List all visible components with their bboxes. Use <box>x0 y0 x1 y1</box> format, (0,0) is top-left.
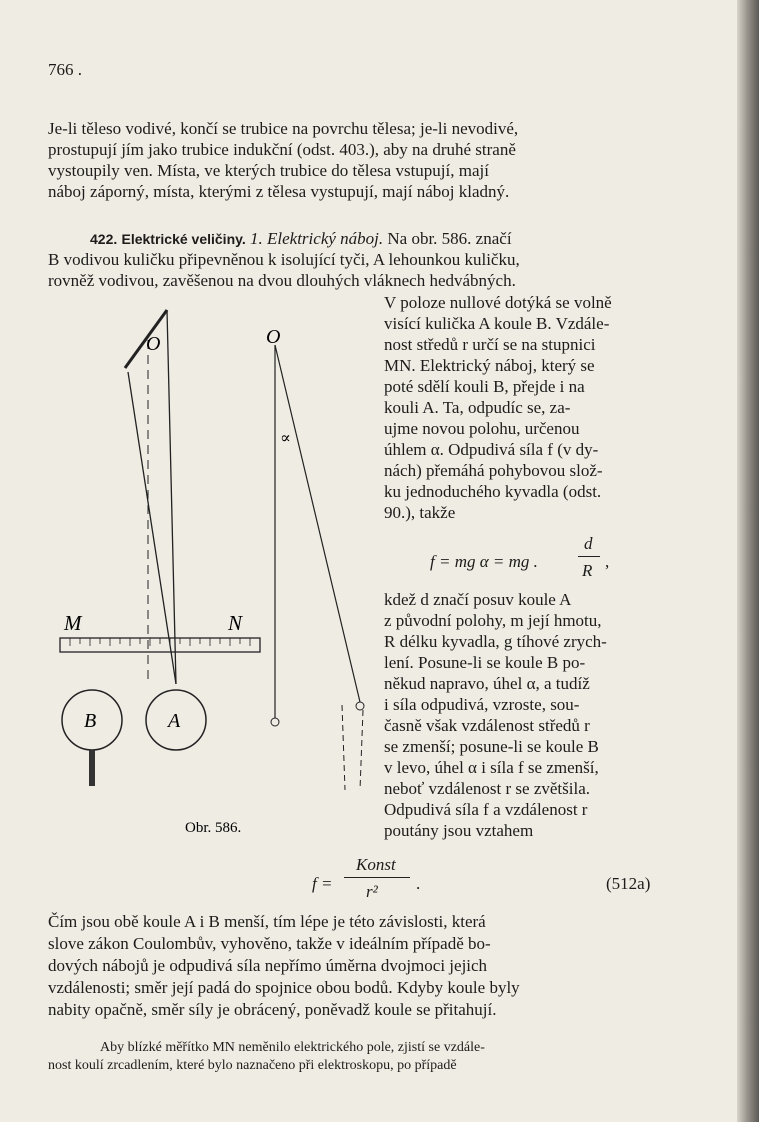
conclusion-line: Čím jsou obě koule A i B menší, tím lépe je této závislosti, která <box>48 912 486 931</box>
figure-caption: Obr. 586. <box>185 820 242 836</box>
right-col2-line: i síla odpudivá, vzroste, sou- <box>384 695 580 714</box>
right-col2-line: Odpudivá síla f a vzdálenost r <box>384 800 588 819</box>
right-col-line: nách) přemáhá pohybovou slož- <box>384 461 603 480</box>
formula2-numerator: Konst <box>356 855 396 874</box>
page-edge-shadow <box>737 0 759 1122</box>
footnote-line: nost koulí zrcadlením, které bylo naznačeno při elektroskopu, po případě <box>48 1058 457 1073</box>
right-col-line: nost středů r určí se na stupnici <box>384 335 596 354</box>
projection-line <box>360 710 363 790</box>
right-col2-line: z původní polohy, m její hmotu, <box>384 611 602 630</box>
right-col2-line: někud napravo, úhel α, a tudíž <box>384 674 590 693</box>
label-o-right: O <box>266 326 281 348</box>
intro-line: Je-li těleso vodivé, končí se trubice na povrchu tělesa; je-li nevodivé, <box>48 119 519 138</box>
label-b: B <box>84 710 97 732</box>
section-line: B vodivou kuličku připevněnou k isolující tyči, A lehounkou kuličku, <box>48 250 520 269</box>
intro-line: vystoupily ven. Místa, ve kterých trubice do tělesa vstupují, mají <box>48 161 489 180</box>
insulating-rod <box>89 750 95 786</box>
intro-line: prostupují jím jako trubice indukční (odst. 403.), aby na druhé straně <box>48 140 516 159</box>
section-line: rovněž vodivou, zavěšenou na dvou dlouhých vláknech hedvábných. <box>48 271 516 290</box>
right-col2-line: v levo, úhel α i síla f se zmenší, <box>384 758 599 777</box>
formula1-denominator: R <box>582 561 593 580</box>
label-m: M <box>64 611 82 635</box>
formula1-left: f = mg α = mg . <box>430 552 538 571</box>
thread-line <box>167 310 176 684</box>
right-col-line: MN. Elektrický náboj, který se <box>384 356 595 375</box>
right-col2-line: R délku kyvadla, g tíhové zrych- <box>384 632 607 651</box>
equation-number: (512a) <box>606 874 651 893</box>
section-heading <box>90 229 512 249</box>
right-col-line: visící kulička A koule B. Vzdále- <box>384 314 610 333</box>
formula2-denominator: r² <box>366 882 378 901</box>
thread-line <box>128 372 176 684</box>
right-col2-line: kdež d značí posuv koule A <box>384 590 572 609</box>
formula2-left: f = <box>312 874 333 893</box>
formula2-trail: . <box>416 874 421 893</box>
intro-line: náboj záporný, místa, kterými z tělesa vystupují, mají náboj kladný. <box>48 182 510 201</box>
right-col-line: úhlem α. Odpudivá síla f (v dy- <box>384 440 599 459</box>
fraction-bar <box>578 556 600 557</box>
conclusion-line: slove zákon Coulombův, vyhověno, takže v ideálním případě bo- <box>48 934 491 953</box>
section-number: 422. <box>90 231 118 247</box>
formula1-trail: , <box>605 552 610 571</box>
section-subtitle: 1. Elektrický náboj. <box>250 229 384 248</box>
label-n: N <box>228 611 243 635</box>
scale-ticks <box>70 638 250 646</box>
right-col2-line: se zmenší; posune-li se koule B <box>384 737 599 756</box>
formula1-numerator: d <box>584 534 593 553</box>
right-col2-line: časně však vzdálenost středů r <box>384 716 590 735</box>
label-alpha: ∝ <box>280 430 291 447</box>
pendulum-bob-rest <box>271 718 279 726</box>
section-line1-rest: Na obr. 586. značí <box>387 229 512 248</box>
right-col-line: ujme novou polohu, určenou <box>384 419 580 438</box>
conclusion-line: dových nábojů je odpudivá síla nepřímo úměrna dvojmoci jejich <box>48 956 488 975</box>
conclusion-line: nabity opačně, směr síly je obrácený, poněvadž koule se přitahují. <box>48 1000 497 1019</box>
label-o-left: O <box>146 333 161 355</box>
right-col2-line: neboť vzdálenost r se zvětšila. <box>384 779 591 798</box>
conclusion-line: vzdálenosti; směr její padá do spojnice obou bodů. Kdyby koule byly <box>48 978 520 997</box>
label-a: A <box>168 710 181 732</box>
section-title: Elektrické veličiny. <box>121 231 246 247</box>
right-col-line: kouli A. Ta, odpudíc se, za- <box>384 398 571 417</box>
right-col-line: poté sdělí kouli B, přejde i na <box>384 377 585 396</box>
figure-586 <box>40 300 380 840</box>
pendulum-bob <box>356 702 364 710</box>
fraction-bar <box>344 877 410 878</box>
right-col2-line: lení. Posune-li se koule B po- <box>384 653 586 672</box>
right-col-line: ku jednoduchého kyvadla (odst. <box>384 482 602 501</box>
right-col2-line: poutány jsou vztahem <box>384 821 534 840</box>
projection-line <box>342 705 345 790</box>
page-number: 766 . <box>48 60 82 79</box>
pendulum-deflected <box>275 345 360 702</box>
footnote-line: Aby blízké měřítko MN neměnilo elektrického pole, zjistí se vzdále- <box>100 1040 485 1055</box>
right-col-line: V poloze nullové dotýká se volně <box>384 293 612 312</box>
right-col-line: 90.), takže <box>384 503 456 522</box>
